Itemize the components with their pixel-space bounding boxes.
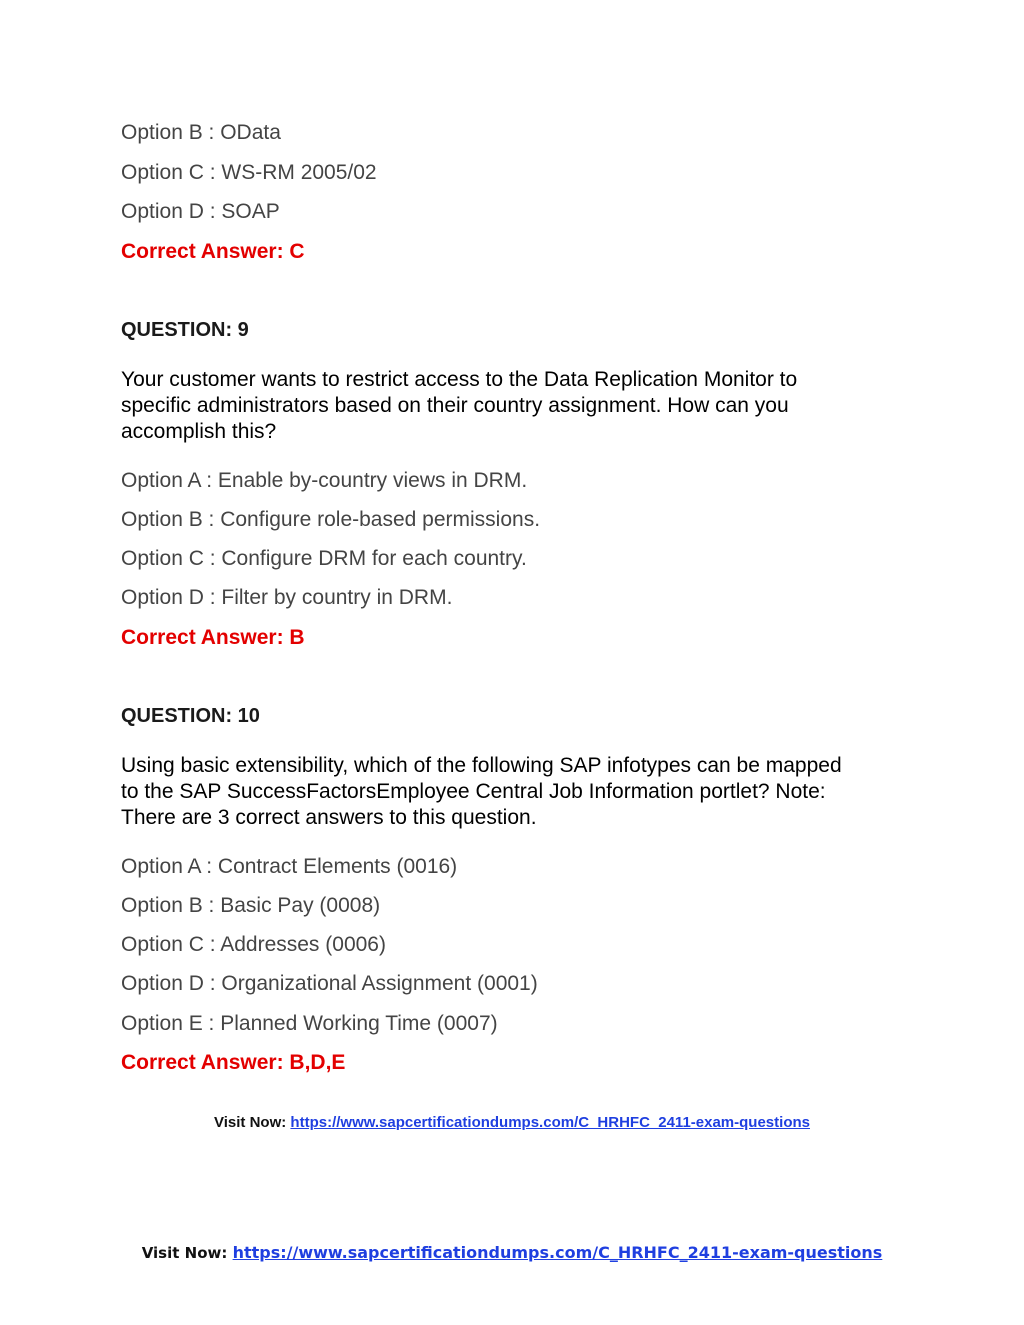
question-text-line: Your customer wants to restrict access to the Data Replication Monitor to	[121, 368, 798, 391]
question-text	[121, 753, 911, 831]
question-text-line: specific administrators based on their country assignment. How can you	[121, 394, 789, 417]
question-text	[121, 367, 911, 445]
option-a: Option A : Contract Elements (0016)	[121, 855, 458, 878]
footer-visit-now-line	[0, 1240, 1024, 1266]
question-heading: QUESTION: 9	[121, 319, 249, 341]
option-d: Option D : Organizational Assignment (0001)	[121, 972, 538, 995]
visit-now-line	[0, 1112, 1024, 1134]
option-b: Option B : Configure role-based permissions.	[121, 508, 541, 531]
option-d: Option D : Filter by country in DRM.	[121, 586, 453, 609]
question-text-line: Using basic extensibility, which of the following SAP infotypes can be mapped	[121, 754, 842, 777]
option-b: Option B : OData	[121, 121, 281, 144]
correct-answer: Correct Answer: B	[121, 626, 305, 649]
question-text-line: accomplish this?	[121, 420, 277, 443]
option-e: Option E : Planned Working Time (0007)	[121, 1012, 498, 1035]
visit-now-label: Visit Now:	[214, 1114, 291, 1131]
question-heading: QUESTION: 10	[121, 705, 260, 727]
option-a: Option A : Enable by-country views in DRM.	[121, 469, 528, 492]
option-d: Option D : SOAP	[121, 200, 280, 223]
footer-visit-now-label: Visit Now:	[141, 1244, 233, 1262]
option-b: Option B : Basic Pay (0008)	[121, 894, 381, 917]
option-c: Option C : Configure DRM for each country.	[121, 547, 527, 570]
correct-answer: Correct Answer: C	[121, 240, 305, 263]
option-c: Option C : WS-RM 2005/02	[121, 161, 377, 184]
question-text-line: There are 3 correct answers to this question.	[121, 806, 537, 829]
option-c: Option C : Addresses (0006)	[121, 933, 386, 956]
visit-now-link[interactable]: https://www.sapcertificationdumps.com/C_HRHFC_2411-exam-questions	[290, 1114, 810, 1131]
footer-visit-now-link[interactable]: https://www.sapcertificationdumps.com/C_HRHFC_2411-exam-questions	[232, 1243, 883, 1262]
question-text-line: to the SAP SuccessFactorsEmployee Central Job Information portlet? Note:	[121, 780, 826, 803]
correct-answer: Correct Answer: B,D,E	[121, 1051, 346, 1074]
